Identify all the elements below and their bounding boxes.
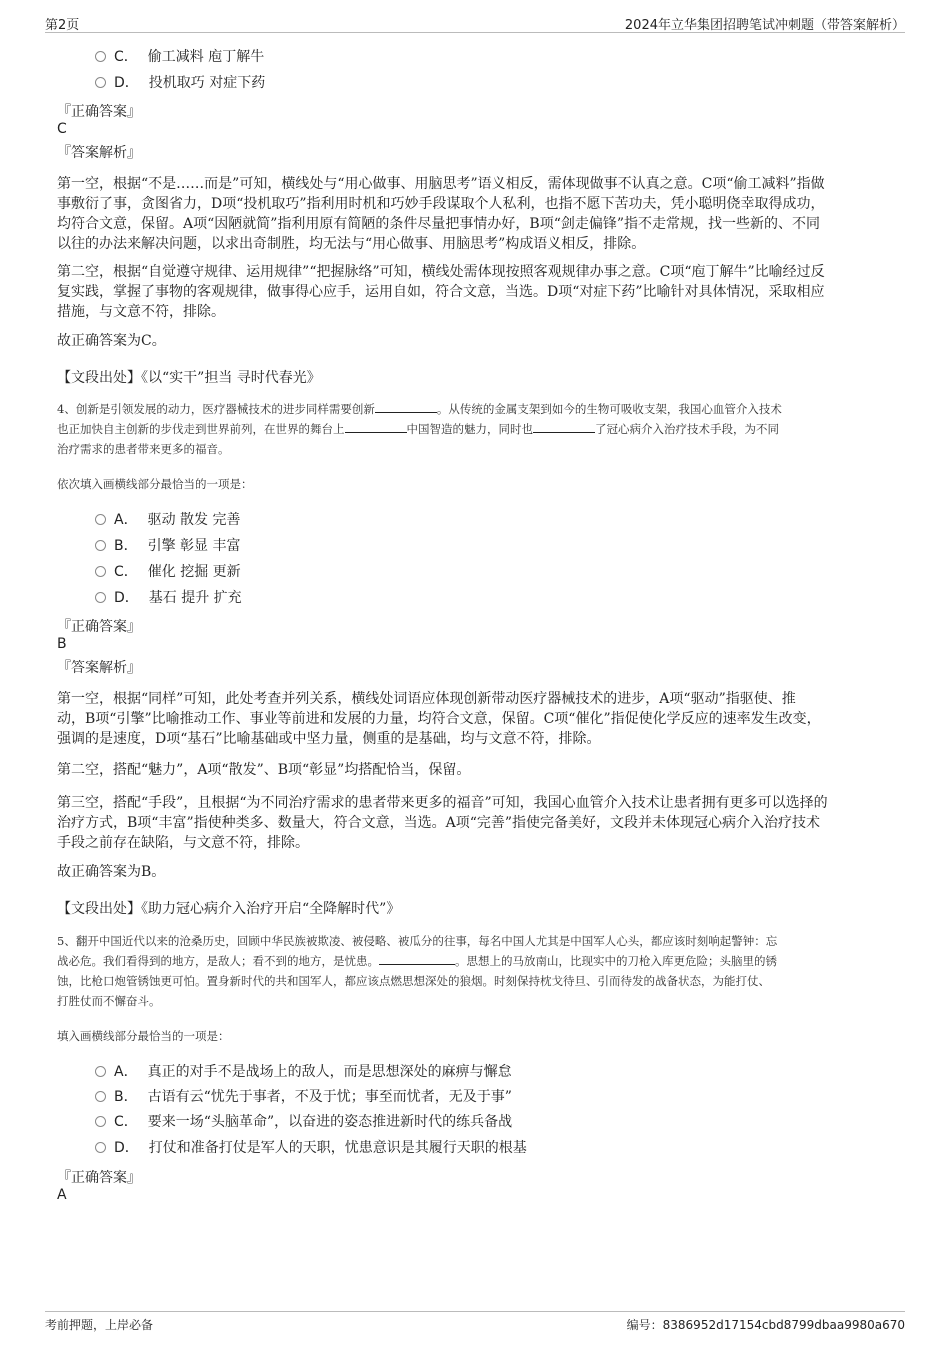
q3-source: 【文段出处】《以“实干”担当 寻时代春光》 [57, 370, 321, 386]
q3-analysis-paragraph-1: 第一空，根据“不是……而是”可知，横线处与“用心做事、用脑思考”语义相反，需体现做事不认真之意。C项“偷工减料”指做 事敷衍了事，贪图省力，D项“投机取巧”指利用时机和巧妙手段谋取个人私利，也指不愿下苦功夫，凭小聪明侥幸取得成功， 均符合文意，保留。A项“因陋就简”指利用原有简陋的条件尽量把事情办好，B项“剑走偏锋”指不走常规，找一些新的、不同 以往的办法来解决问题，以求出奇制胜，均无法与“用心做事、用脑思考”构成语义相反，排除。 [57, 176, 825, 252]
q5-answer-label: 『正确答案』 [57, 1170, 141, 1186]
q4-analysis-paragraph-2: 第二空，搭配“魅力”，A项“散发”、B项“彰显”均搭配恰当，保留。 [57, 762, 471, 778]
q5-prompt: 填入画横线部分最恰当的一项是： [57, 1029, 230, 1043]
q4-analysis-label: 『答案解析』 [57, 660, 141, 676]
q5-option-c[interactable]: C． 要来一场“头脑革命”，以奋进的姿态推进新时代的练兵备战 [95, 1112, 512, 1132]
q3-analysis-paragraph-2: 第二空，根据“自觉遵守规律、运用规律”“把握脉络”可知，横线处需体现按照客观规律办事之意。C项“庖丁解牛”比喻经过反 复实践，掌握了事物的客观规律，做事得心应手，运用自如，符合文意，当选。D项“对症下药”比喻针对具体情况，采取相应 措施，与文意不符，排除。 [57, 264, 825, 320]
q4-answer-label: 『正确答案』 [57, 619, 141, 635]
q4-option-c[interactable]: C． 催化 挖掘 更新 [95, 562, 241, 582]
q3-option-c[interactable]: C． 偷工减料 庖丁解牛 [95, 47, 264, 67]
q3-answer: C [57, 121, 67, 137]
q4-answer: B [57, 636, 67, 652]
q5-option-d[interactable]: D． 打仗和准备打仗是军人的天职，忧患意识是其履行天职的根基 [95, 1138, 527, 1158]
radio-icon[interactable] [95, 566, 106, 577]
radio-icon[interactable] [95, 1116, 106, 1127]
radio-icon[interactable] [95, 51, 106, 62]
q3-conclusion: 故正确答案为C。 [57, 333, 166, 349]
radio-icon[interactable] [95, 77, 106, 88]
q4-analysis-paragraph-1: 第一空，根据“同样”可知，此处考查并列关系，横线处词语应体现创新带动医疗器械技术的进步，A项“驱动”指驱使、推 动，B项“引擎”比喻推动工作、事业等前进和发展的力量，均符合文意，保留。C项“催化”指促使化学反应的速率发生改变， 强调的是速度，D项“基石”比喻基础或中坚力量，侧重的是基础，均与文意不符，排除。 [57, 691, 821, 747]
q3-answer-label: 『正确答案』 [57, 104, 141, 120]
q5-blank [379, 952, 455, 965]
radio-icon[interactable] [95, 514, 106, 525]
page-number: 第2页 [45, 18, 80, 33]
document-id: 编号：8386952d17154cbd8799dbaa9980a670 [626, 1318, 905, 1332]
q4-analysis-paragraph-3: 第三空，搭配“手段”，且根据“为不同治疗需求的患者带来更多的福音”可知，我国心血管介入技术让患者拥有更多可以选择的 治疗方式，B项“丰富”指使种类多、数量大，符合文意，当选。A项“完善”指使完备美好，文段并未体现冠心病介入治疗技术 手段之前存在缺陷，与文意不符，排除。 [57, 795, 828, 851]
radio-icon[interactable] [95, 1142, 106, 1153]
q3-analysis-label: 『答案解析』 [57, 145, 141, 161]
q5-answer: A [57, 1187, 67, 1203]
q5-option-b[interactable]: B． 古语有云“忧先于事者，不及于忧；事至而忧者，无及于事” [95, 1087, 512, 1107]
q4-prompt: 依次填入画横线部分最恰当的一项是： [57, 477, 253, 491]
page-header [45, 12, 905, 33]
page-footer [45, 1311, 905, 1336]
q4-question: 4、创新是引领发展的动力，医疗器械技术的进步同样需要创新 。从传统的金属支架到如今的生物可吸收支架，我国心血管介入技术 也正加快自主创新的步伐走到世界前列，在世界的舞台上 中国智造的魅力，同时也 了冠心病介入治疗技术手段，为不同 治疗需求的患者带来更多的福音。 [57, 402, 782, 456]
q4-blank-1 [375, 400, 437, 413]
q4-conclusion: 故正确答案为B。 [57, 864, 166, 880]
q4-blank-3 [533, 420, 595, 433]
q4-option-a[interactable]: A． 驱动 散发 完善 [95, 510, 240, 530]
q4-option-d[interactable]: D． 基石 提升 扩充 [95, 588, 242, 608]
q5-question: 5、翻开中国近代以来的沧桑历史，回顾中华民族被欺凌、被侵略、被瓜分的往事，每名中国人尤其是中国军人心头，都应该时刻响起警钟：忘 战必危。我们看得到的地方，是敌人；看不到的地方，是忧患。 。思想上的马放南山，比现实中的刀枪入库更危险；头脑里的锈 蚀，比枪口炮管锈蚀更可怕。置身新时代的共和国军人，都应该点燃思想深处的狼烟。时刻保持枕戈待旦、引而待发的战备状态，为能打仗、 打胜仗而不懈奋斗。 [57, 934, 778, 1008]
radio-icon[interactable] [95, 592, 106, 603]
radio-icon[interactable] [95, 1091, 106, 1102]
q5-option-a[interactable]: A． 真正的对手不是战场上的敌人，而是思想深处的麻痹与懈怠 [95, 1062, 512, 1082]
q4-source: 【文段出处】《助力冠心病介入治疗开启“全降解时代”》 [57, 901, 401, 917]
document-title: 2024年立华集团招聘笔试冲刺题（带答案解析） [624, 18, 905, 33]
footer-slogan: 考前押题，上岸必备 [45, 1318, 154, 1332]
q3-option-d[interactable]: D． 投机取巧 对症下药 [95, 73, 265, 93]
q4-option-b[interactable]: B． 引擎 彰显 丰富 [95, 536, 241, 556]
radio-icon[interactable] [95, 540, 106, 551]
q4-blank-2 [345, 420, 407, 433]
radio-icon[interactable] [95, 1066, 106, 1077]
